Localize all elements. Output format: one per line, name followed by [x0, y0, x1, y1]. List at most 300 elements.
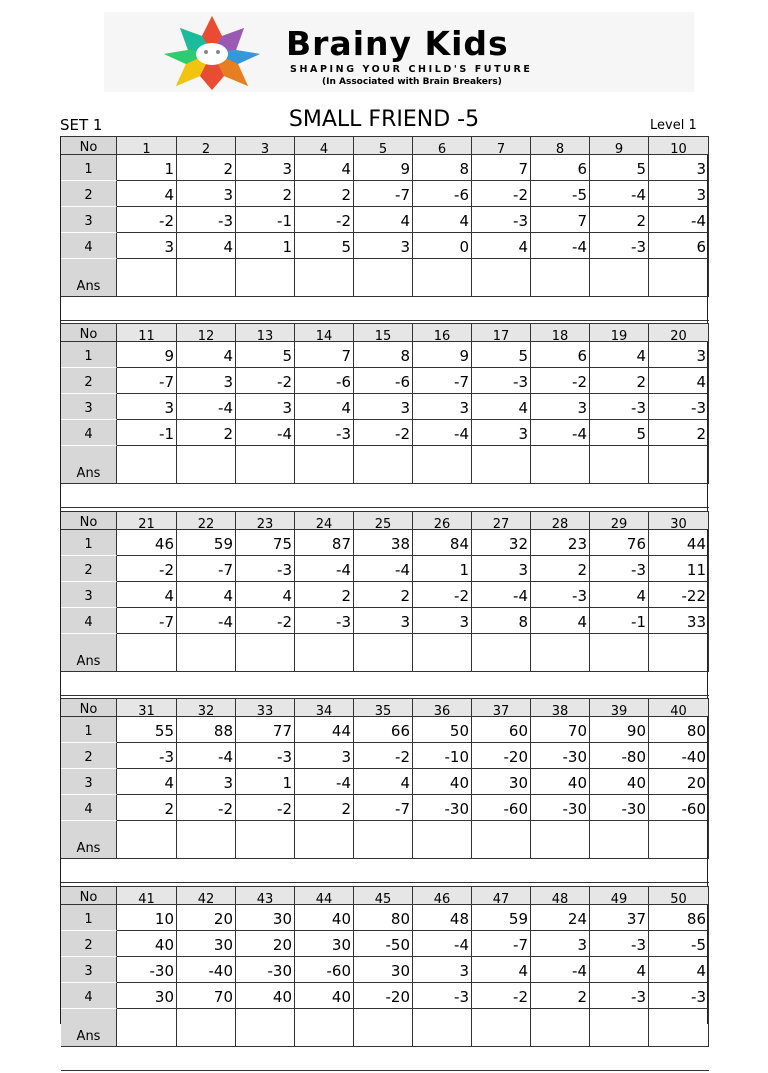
answer-box[interactable] [236, 259, 295, 297]
number-cell: 55 [117, 717, 177, 743]
number-cell: -3 [649, 983, 709, 1009]
number-cell: -40 [649, 743, 709, 769]
number-cell: 20 [236, 931, 295, 957]
row-label: 1 [61, 717, 117, 743]
answer-row [61, 259, 709, 294]
answer-box[interactable] [354, 259, 413, 297]
number-cell: 3 [472, 556, 531, 582]
number-cell: 40 [531, 769, 590, 795]
number-cell: -80 [590, 743, 649, 769]
brand-association: (In Associated with Brain Breakers) [322, 77, 502, 87]
answer-box[interactable] [590, 446, 649, 484]
number-cell: -2 [472, 983, 531, 1009]
row-label: 1 [61, 905, 117, 931]
answer-box[interactable] [117, 259, 177, 297]
number-cell: -40 [177, 957, 236, 983]
number-row [61, 717, 709, 743]
page-title: SMALL FRIEND -5 [288, 107, 480, 132]
problem-number: 16 [413, 323, 472, 342]
answer-box[interactable] [236, 446, 295, 484]
row-label: 1 [61, 530, 117, 556]
answer-box[interactable] [531, 259, 590, 297]
number-cell: 4 [649, 368, 709, 394]
ans-label: Ans [61, 446, 117, 484]
set-label: SET 1 [60, 116, 103, 134]
answer-box[interactable] [472, 821, 531, 859]
number-cell: -3 [177, 207, 236, 233]
number-cell: -2 [117, 556, 177, 582]
number-row [61, 983, 709, 1009]
number-cell: 0 [413, 233, 472, 259]
row-label: 4 [61, 983, 117, 1009]
number-cell: 6 [531, 155, 590, 181]
number-cell: 11 [649, 556, 709, 582]
number-cell: -3 [649, 394, 709, 420]
number-cell: 59 [472, 905, 531, 931]
number-cell: -6 [354, 368, 413, 394]
number-cell: 30 [472, 769, 531, 795]
number-cell: 6 [531, 342, 590, 368]
answer-box[interactable] [177, 259, 236, 297]
number-cell: -3 [295, 420, 354, 446]
number-cell: -2 [354, 743, 413, 769]
number-cell: 88 [177, 717, 236, 743]
problem-number: 33 [236, 698, 295, 717]
number-cell: 2 [177, 155, 236, 181]
number-cell: 3 [354, 233, 413, 259]
problem-number: 50 [649, 886, 709, 905]
problem-number: 5 [354, 136, 413, 155]
no-label: No [61, 323, 117, 342]
problem-number: 28 [531, 511, 590, 530]
number-cell: 50 [413, 717, 472, 743]
number-cell: 2 [531, 556, 590, 582]
answer-box[interactable] [117, 821, 177, 859]
number-cell: 4 [177, 582, 236, 608]
number-cell: 1 [236, 769, 295, 795]
number-cell: 3 [354, 608, 413, 634]
number-cell: 59 [177, 530, 236, 556]
number-cell: 3 [649, 342, 709, 368]
ans-label: Ans [61, 1009, 117, 1047]
problem-number: 48 [531, 886, 590, 905]
number-cell: 3 [354, 394, 413, 420]
number-row [61, 931, 709, 957]
number-cell: 40 [295, 905, 354, 931]
problem-number: 25 [354, 511, 413, 530]
number-cell: -30 [236, 957, 295, 983]
number-cell: -4 [295, 556, 354, 582]
number-cell: 6 [649, 233, 709, 259]
number-cell: 3 [531, 931, 590, 957]
number-cell: -20 [472, 743, 531, 769]
problem-block [61, 886, 709, 1073]
number-cell: 40 [117, 931, 177, 957]
number-cell: 23 [531, 530, 590, 556]
answer-box[interactable] [649, 821, 709, 859]
number-cell: -2 [354, 420, 413, 446]
number-row [61, 743, 709, 769]
problem-number: 39 [590, 698, 649, 717]
problem-number: 11 [117, 323, 177, 342]
number-cell: 40 [295, 983, 354, 1009]
number-row [61, 608, 709, 634]
number-cell: -3 [590, 931, 649, 957]
number-row [61, 582, 709, 608]
number-cell: 1 [236, 233, 295, 259]
answer-box[interactable] [413, 259, 472, 297]
row-label: 2 [61, 368, 117, 394]
number-cell: -3 [413, 983, 472, 1009]
number-cell: 4 [117, 181, 177, 207]
problem-number: 17 [472, 323, 531, 342]
number-cell: 2 [117, 795, 177, 821]
number-cell: 1 [117, 155, 177, 181]
number-cell: -2 [117, 207, 177, 233]
answer-box[interactable] [531, 634, 590, 672]
row-label: 2 [61, 181, 117, 207]
number-cell: -3 [590, 983, 649, 1009]
number-cell: 4 [472, 957, 531, 983]
answer-box[interactable] [117, 1009, 177, 1047]
number-cell: 30 [117, 983, 177, 1009]
number-cell: 3 [413, 608, 472, 634]
answer-box[interactable] [590, 259, 649, 297]
answer-box[interactable] [295, 821, 354, 859]
number-cell: -4 [531, 420, 590, 446]
problem-number: 37 [472, 698, 531, 717]
number-cell: 9 [117, 342, 177, 368]
number-cell: -2 [236, 368, 295, 394]
answer-box[interactable] [354, 821, 413, 859]
number-cell: -2 [531, 368, 590, 394]
answer-box[interactable] [590, 634, 649, 672]
problem-number: 27 [472, 511, 531, 530]
number-cell: 4 [177, 342, 236, 368]
problem-number: 49 [590, 886, 649, 905]
number-cell: -2 [472, 181, 531, 207]
number-cell: 5 [590, 155, 649, 181]
brand-tagline: SHAPING YOUR CHILD'S FUTURE [290, 64, 533, 75]
answer-row [61, 634, 709, 669]
answer-box[interactable] [177, 821, 236, 859]
number-row [61, 181, 709, 207]
ans-label: Ans [61, 259, 117, 297]
number-cell: 5 [472, 342, 531, 368]
number-cell: 70 [177, 983, 236, 1009]
problem-number: 35 [354, 698, 413, 717]
problem-number: 29 [590, 511, 649, 530]
problem-block [61, 136, 709, 323]
number-cell: -10 [413, 743, 472, 769]
number-cell: 4 [649, 957, 709, 983]
problem-number: 9 [590, 136, 649, 155]
number-cell: 4 [295, 394, 354, 420]
no-label: No [61, 886, 117, 905]
row-label: 2 [61, 931, 117, 957]
number-cell: 20 [649, 769, 709, 795]
number-cell: -3 [590, 556, 649, 582]
number-cell: 1 [413, 556, 472, 582]
number-cell: -2 [413, 582, 472, 608]
number-cell: 3 [236, 155, 295, 181]
number-cell: -2 [236, 608, 295, 634]
block-spacer [61, 859, 709, 883]
number-row [61, 795, 709, 821]
number-cell: 2 [295, 582, 354, 608]
number-cell: -2 [236, 795, 295, 821]
number-cell: -50 [354, 931, 413, 957]
number-cell: 5 [236, 342, 295, 368]
answer-box[interactable] [295, 634, 354, 672]
problem-number: 10 [649, 136, 709, 155]
number-cell: 3 [177, 181, 236, 207]
problem-number: 8 [531, 136, 590, 155]
number-cell: 9 [354, 155, 413, 181]
answer-row [61, 821, 709, 857]
problem-number: 41 [117, 886, 177, 905]
number-cell: -4 [295, 769, 354, 795]
number-cell: -2 [177, 795, 236, 821]
problem-number: 38 [531, 698, 590, 717]
number-cell: 4 [590, 342, 649, 368]
row-label: 3 [61, 394, 117, 420]
number-cell: 40 [413, 769, 472, 795]
number-cell: 44 [649, 530, 709, 556]
row-label: 1 [61, 155, 117, 181]
number-cell: 4 [354, 207, 413, 233]
problem-number: 44 [295, 886, 354, 905]
number-cell: -30 [413, 795, 472, 821]
number-cell: 2 [354, 582, 413, 608]
number-cell: 20 [177, 905, 236, 931]
number-cell: -3 [295, 608, 354, 634]
number-cell: 4 [295, 155, 354, 181]
problem-number: 6 [413, 136, 472, 155]
number-row [61, 556, 709, 582]
number-cell: 4 [413, 207, 472, 233]
number-cell: -4 [236, 420, 295, 446]
answer-box[interactable] [236, 634, 295, 672]
problem-number: 47 [472, 886, 531, 905]
number-cell: 8 [413, 155, 472, 181]
number-row [61, 342, 709, 368]
answer-box[interactable] [649, 259, 709, 297]
number-cell: 4 [236, 582, 295, 608]
number-cell: -4 [413, 420, 472, 446]
number-cell: 30 [295, 931, 354, 957]
answer-box[interactable] [413, 821, 472, 859]
number-cell: 76 [590, 530, 649, 556]
answer-box[interactable] [354, 446, 413, 484]
answer-row [61, 446, 709, 482]
number-row [61, 368, 709, 394]
number-row [61, 530, 709, 556]
number-cell: 3 [472, 420, 531, 446]
answer-box[interactable] [177, 1009, 236, 1047]
block-spacer [61, 484, 709, 508]
answer-box[interactable] [413, 634, 472, 672]
answer-box[interactable] [177, 446, 236, 484]
number-cell: -7 [177, 556, 236, 582]
number-cell: -6 [295, 368, 354, 394]
answer-box[interactable] [354, 1009, 413, 1047]
problem-number: 36 [413, 698, 472, 717]
answer-box[interactable] [531, 821, 590, 859]
row-label: 2 [61, 556, 117, 582]
problem-number: 3 [236, 136, 295, 155]
number-cell: -7 [354, 795, 413, 821]
number-cell: 24 [531, 905, 590, 931]
number-cell: 3 [649, 155, 709, 181]
number-cell: 2 [236, 181, 295, 207]
number-cell: 3 [177, 368, 236, 394]
answer-box[interactable] [649, 446, 709, 484]
number-cell: 30 [236, 905, 295, 931]
row-label: 2 [61, 743, 117, 769]
number-cell: 70 [531, 717, 590, 743]
number-cell: 60 [472, 717, 531, 743]
answer-box[interactable] [295, 259, 354, 297]
no-label: No [61, 136, 117, 155]
number-cell: -3 [117, 743, 177, 769]
number-cell: 7 [531, 207, 590, 233]
number-cell: 3 [531, 394, 590, 420]
answer-box[interactable] [117, 446, 177, 484]
answer-box[interactable] [354, 634, 413, 672]
answer-box[interactable] [590, 1009, 649, 1047]
number-cell: -3 [590, 233, 649, 259]
block-spacer [61, 1047, 709, 1071]
number-cell: 5 [590, 420, 649, 446]
answer-box[interactable] [295, 1009, 354, 1047]
answer-box[interactable] [117, 634, 177, 672]
row-label: 3 [61, 957, 117, 983]
number-cell: 38 [354, 530, 413, 556]
problem-number: 13 [236, 323, 295, 342]
row-label: 1 [61, 342, 117, 368]
number-cell: 2 [295, 795, 354, 821]
number-cell: -4 [413, 931, 472, 957]
row-label: 3 [61, 769, 117, 795]
number-cell: -7 [472, 931, 531, 957]
number-cell: -3 [236, 743, 295, 769]
no-label: No [61, 511, 117, 530]
answer-box[interactable] [472, 634, 531, 672]
number-cell: -5 [531, 181, 590, 207]
number-cell: -6 [413, 181, 472, 207]
problem-number: 34 [295, 698, 354, 717]
problem-number: 40 [649, 698, 709, 717]
no-label: No [61, 698, 117, 717]
problem-number: 45 [354, 886, 413, 905]
answer-box[interactable] [590, 821, 649, 859]
number-cell: -30 [590, 795, 649, 821]
row-label: 4 [61, 233, 117, 259]
number-cell: 80 [649, 717, 709, 743]
number-cell: -20 [354, 983, 413, 1009]
number-cell: 40 [236, 983, 295, 1009]
number-row [61, 394, 709, 420]
problem-block [61, 323, 709, 510]
number-cell: 4 [472, 233, 531, 259]
number-cell: 44 [295, 717, 354, 743]
ans-label: Ans [61, 634, 117, 672]
number-cell: 9 [413, 342, 472, 368]
block-spacer [61, 297, 709, 321]
answer-box[interactable] [236, 821, 295, 859]
row-label: 4 [61, 795, 117, 821]
number-cell: 3 [413, 957, 472, 983]
number-cell: 4 [177, 233, 236, 259]
answer-box[interactable] [236, 1009, 295, 1047]
answer-box[interactable] [472, 259, 531, 297]
brand-name: Brainy Kids [286, 24, 509, 63]
number-row [61, 420, 709, 446]
number-cell: -3 [590, 394, 649, 420]
problem-number: 24 [295, 511, 354, 530]
answer-box[interactable] [531, 1009, 590, 1047]
number-cell: 4 [117, 769, 177, 795]
problem-block [61, 698, 709, 885]
answer-box[interactable] [413, 1009, 472, 1047]
answer-box[interactable] [295, 446, 354, 484]
number-cell: -4 [472, 582, 531, 608]
answer-box[interactable] [649, 634, 709, 672]
number-cell: 66 [354, 717, 413, 743]
problem-number: 42 [177, 886, 236, 905]
number-cell: -1 [117, 420, 177, 446]
number-cell: 4 [472, 394, 531, 420]
number-cell: -3 [472, 368, 531, 394]
answer-box[interactable] [472, 446, 531, 484]
row-label: 3 [61, 207, 117, 233]
problem-number: 12 [177, 323, 236, 342]
number-cell: 5 [295, 233, 354, 259]
answer-box[interactable] [177, 634, 236, 672]
number-cell: 84 [413, 530, 472, 556]
answer-box[interactable] [649, 1009, 709, 1047]
problem-number: 46 [413, 886, 472, 905]
number-cell: 40 [590, 769, 649, 795]
number-cell: -30 [117, 957, 177, 983]
number-cell: 3 [295, 743, 354, 769]
number-cell: 46 [117, 530, 177, 556]
number-cell: -4 [531, 957, 590, 983]
number-cell: -4 [531, 233, 590, 259]
answer-box[interactable] [531, 446, 590, 484]
problem-number: 18 [531, 323, 590, 342]
number-cell: 2 [649, 420, 709, 446]
problem-number: 22 [177, 511, 236, 530]
problem-block [61, 511, 709, 698]
number-cell: 4 [531, 608, 590, 634]
number-cell: 3 [236, 394, 295, 420]
answer-box[interactable] [413, 446, 472, 484]
row-label: 4 [61, 420, 117, 446]
number-cell: 2 [531, 983, 590, 1009]
answer-box[interactable] [472, 1009, 531, 1047]
problem-number: 43 [236, 886, 295, 905]
number-cell: 37 [590, 905, 649, 931]
number-cell: -22 [649, 582, 709, 608]
number-cell: 90 [590, 717, 649, 743]
number-cell: -4 [177, 608, 236, 634]
number-cell: -7 [413, 368, 472, 394]
brainy-kids-logo [160, 14, 264, 90]
number-cell: -1 [590, 608, 649, 634]
number-cell: 3 [649, 181, 709, 207]
